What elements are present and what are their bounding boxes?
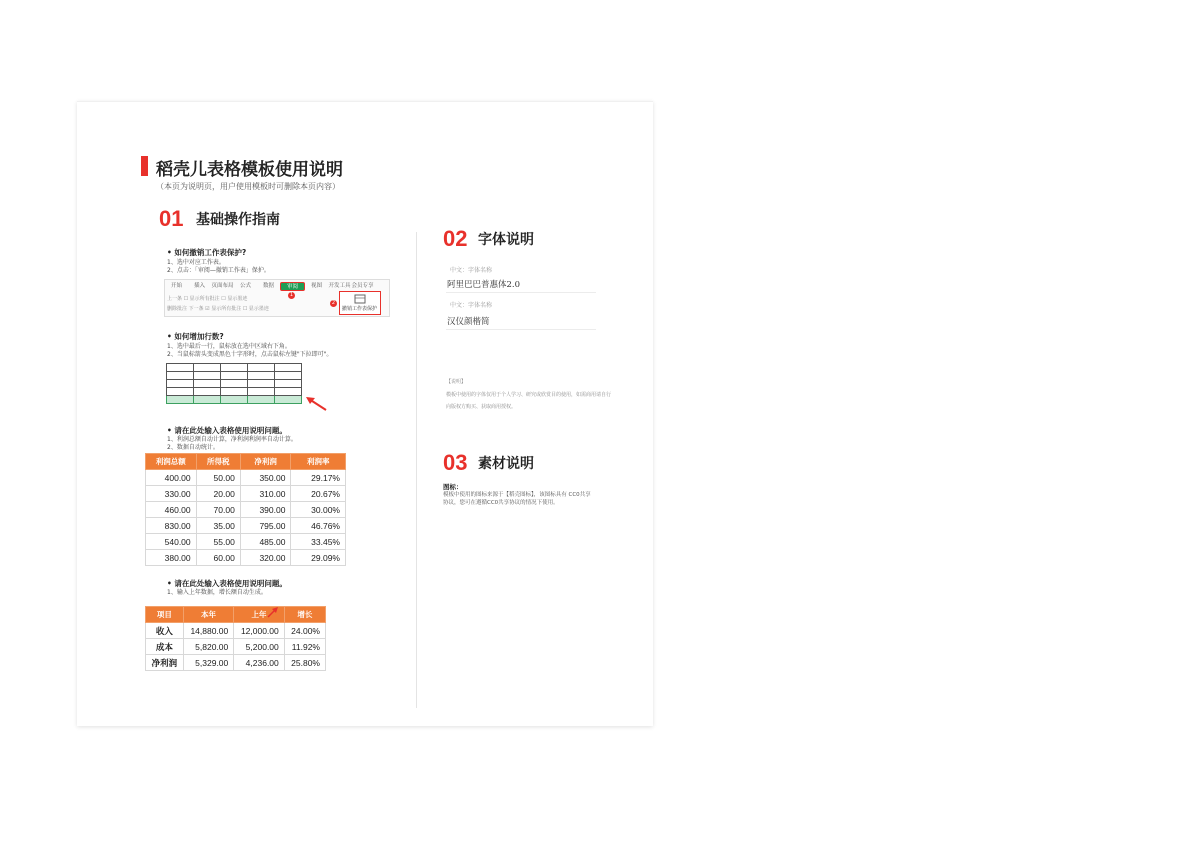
col-header: 项目 (146, 607, 184, 623)
col-header: 利润率 (291, 454, 346, 470)
table-cell: 29.17% (291, 470, 346, 486)
lock-sheet-icon (354, 294, 366, 304)
table-cell: 320.00 (240, 550, 291, 566)
font-underline (446, 329, 596, 330)
section2-title: 字体说明 (478, 232, 534, 248)
table-row (146, 623, 326, 639)
table-row (146, 550, 346, 566)
ribbon-tab: 公式 (239, 283, 251, 289)
font-note-line-1: 模板中使用的字体仅用于个人学习、研究或欣赏目的使用，如需商用请自行 (446, 392, 612, 398)
ribbon-screenshot (164, 279, 390, 317)
table-cell: 460.00 (146, 502, 197, 518)
step-badge-2: 2 (331, 300, 336, 306)
table-row (146, 655, 326, 671)
font-note-title: 【说明】 (446, 379, 467, 385)
q4-question: • 请在此处输入表格使用说明问题。 (167, 579, 287, 588)
col-header: 利润总额 (146, 454, 197, 470)
table-cell: 5,329.00 (183, 655, 234, 671)
table-cell: 310.00 (240, 486, 291, 502)
ribbon-row-2: 删除批注 下一条 ☑ 显示所有批注 ☐ 显示墨迹 (167, 306, 269, 312)
ribbon-tab: 会员专享 (351, 283, 374, 289)
row-grid-illustration (166, 363, 302, 404)
table-cell: 55.00 (196, 534, 240, 550)
font-label-1: 中文：字体名称 (450, 267, 493, 274)
material-heading: 图标： (443, 483, 463, 491)
q3-question: • 请在此处输入表格使用说明问题。 (167, 426, 287, 435)
section1-number: 01 (159, 206, 184, 231)
row-label: 净利润 (146, 655, 184, 671)
page-title: 稻壳儿表格模板使用说明 (156, 160, 343, 180)
font-underline (446, 292, 596, 293)
table-cell: 35.00 (196, 518, 240, 534)
growth-table-header (146, 607, 326, 623)
row-label: 成本 (146, 639, 184, 655)
table-cell: 11.92% (284, 639, 325, 655)
ribbon-row-1: 上一条 ☐ 显示所有批注 ☐ 显示墨迹 (167, 296, 248, 302)
table-cell: 12,000.00 (234, 623, 285, 639)
table-cell: 24.00% (284, 623, 325, 639)
table-cell: 33.45% (291, 534, 346, 550)
q4-step-1: 1、输入上年数据，增长额自动生成。 (167, 589, 267, 596)
ribbon-tab: 开始 (170, 283, 182, 289)
material-line-2: 协议，您可在遵循CC0共享协议的情况下使用。 (443, 500, 559, 506)
section3-title: 素材说明 (478, 456, 534, 472)
table-cell: 380.00 (146, 550, 197, 566)
table-row (146, 502, 346, 518)
unprotect-sheet-label: 撤销工作表保护 (342, 306, 378, 312)
col-header: 所得税 (196, 454, 240, 470)
col-header: 增长 (284, 607, 325, 623)
table-row (146, 470, 346, 486)
table-cell: 485.00 (240, 534, 291, 550)
table-cell: 5,820.00 (183, 639, 234, 655)
table-cell: 14,880.00 (183, 623, 234, 639)
q3-step-2: 2、数据自动统计。 (167, 444, 219, 451)
table-cell: 20.67% (291, 486, 346, 502)
section1-title: 基础操作指南 (196, 212, 280, 228)
ribbon-tab: 插入 (193, 283, 205, 289)
col-header: 净利润 (240, 454, 291, 470)
profit-table-header (146, 454, 346, 470)
column-divider (416, 232, 417, 708)
ribbon-tabs (165, 282, 389, 291)
font-label-2: 中文：字体名称 (450, 302, 493, 309)
table-cell: 390.00 (240, 502, 291, 518)
q2-step-2: 2、当鼠标箭头变成黑色十字形时，点击鼠标左键"下拉即可"。 (167, 351, 333, 358)
col-header: 本年 (183, 607, 234, 623)
col-header: 上年 (234, 607, 285, 623)
q1-step-1: 1、选中对应工作表。 (167, 259, 225, 266)
arrow-pointer-icon (304, 395, 330, 413)
unprotect-sheet-button-highlight (339, 291, 381, 315)
section3-number: 03 (443, 450, 468, 475)
material-line-1: 模板中使用的图标来源于【稻壳图标】，该图标具有 CC0共享 (443, 492, 591, 498)
font-note-line-2: 向版权方购买、获取商用授权。 (446, 404, 517, 410)
table-cell: 400.00 (146, 470, 197, 486)
q2-step-1: 1、选中最后一行，鼠标放在选中区域右下角。 (167, 343, 291, 350)
table-cell: 795.00 (240, 518, 291, 534)
table-cell: 70.00 (196, 502, 240, 518)
arrow-pointer-icon (266, 606, 280, 618)
table-cell: 46.76% (291, 518, 346, 534)
table-cell: 50.00 (196, 470, 240, 486)
table-cell: 30.00% (291, 502, 346, 518)
table-cell: 350.00 (240, 470, 291, 486)
table-row (146, 639, 326, 655)
section2-number: 02 (443, 226, 468, 251)
font-name-1: 阿里巴巴普惠体2.0 (447, 280, 521, 290)
table-row (146, 486, 346, 502)
table-row (146, 518, 346, 534)
ribbon-tab: 开发工具 (328, 283, 351, 289)
table-cell: 4,236.00 (234, 655, 285, 671)
profit-table (145, 453, 346, 566)
growth-table (145, 606, 326, 671)
table-cell: 20.00 (196, 486, 240, 502)
table-row (146, 534, 346, 550)
font-name-2: 汉仪颜楷简 (447, 317, 490, 327)
q1-step-2: 2、点击：「审阅—撤销工作表」保护。 (167, 267, 270, 274)
ribbon-tab: 页面布局 (211, 283, 234, 289)
table-cell: 60.00 (196, 550, 240, 566)
ribbon-tab: 视图 (310, 283, 322, 289)
step-badge-1: 1 (289, 292, 294, 298)
table-cell: 540.00 (146, 534, 197, 550)
table-cell: 25.80% (284, 655, 325, 671)
table-cell: 5,200.00 (234, 639, 285, 655)
ribbon-tab-active: 审阅 (280, 282, 305, 291)
q3-step-1: 1、利润总额自动计算，净利润利润率自动计算。 (167, 436, 297, 443)
ribbon-tab: 数据 (262, 283, 274, 289)
page-subtitle: （本页为说明页，用户使用模板时可删除本页内容） (156, 182, 340, 191)
table-cell: 330.00 (146, 486, 197, 502)
q1-question: • 如何撤销工作表保护? (167, 248, 247, 257)
table-cell: 29.09% (291, 550, 346, 566)
row-label: 收入 (146, 623, 184, 639)
q2-question: • 如何增加行数? (167, 332, 224, 341)
title-accent-bar (141, 156, 148, 176)
table-cell: 830.00 (146, 518, 197, 534)
